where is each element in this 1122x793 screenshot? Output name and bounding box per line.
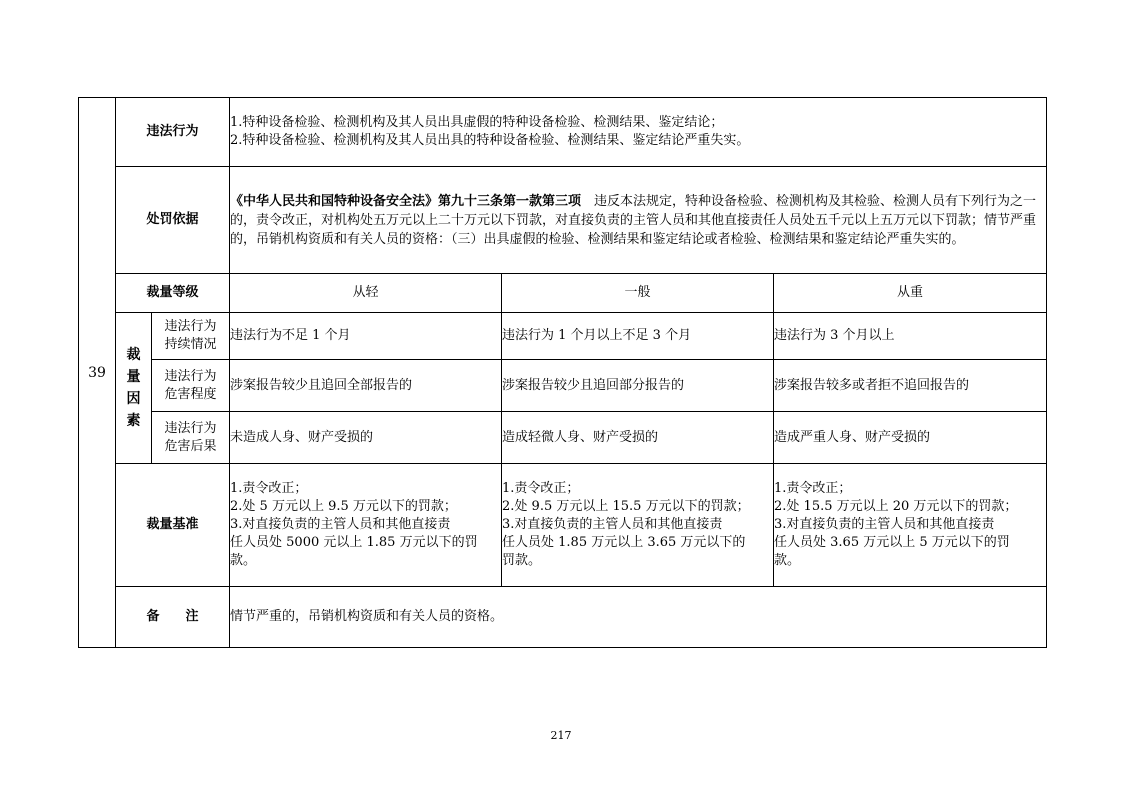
discretion-factors-label [116,313,152,464]
level-row [79,274,1047,313]
factor-char-2: 量 [126,369,141,385]
remarks-label: 备 注 [116,587,230,648]
violation-label: 违法行为 [116,98,230,167]
duration-heavy: 违法行为 3 个月以上 [774,313,1047,360]
remarks-content: 情节严重的，吊销机构资质和有关人员的资格。 [230,587,1047,648]
standard-line: 任人员处 3.65 万元以上 5 万元以下的罚 [774,535,1010,550]
standard-line: 款。 [774,553,801,568]
penalty-basis-title: 《中华人民共和国特种设备安全法》第九十三条第一款第三项 [230,193,582,209]
violation-row [79,98,1047,167]
discretion-standard-label: 裁量基准 [116,464,230,587]
factor-name-line: 持续情况 [164,337,217,352]
penalty-basis-label: 处罚依据 [116,167,230,274]
standard-line: 款。 [230,553,257,568]
factor-name-line: 违法行为 [164,319,217,334]
penalty-basis-row [79,167,1047,274]
standard-line: 任人员处 5000 元以上 1.85 万元以下的罚 [230,535,478,550]
duration-general: 违法行为 1 个月以上不足 3 个月 [502,313,774,360]
factor-row-harm-consequence [79,412,1047,464]
factor-name-line: 违法行为 [164,420,217,436]
standard-line: 2.处 5 万元以上 9.5 万元以下的罚款； [230,499,457,514]
harm-degree-light: 涉案报告较少且追回全部报告的 [230,360,502,412]
standard-line: 3.对直接负责的主管人员和其他直接责 [774,517,995,532]
duration-light: 违法行为不足 1 个月 [230,313,502,360]
standard-general [502,464,774,587]
consequence-heavy: 造成严重人身、财产受损的 [774,412,1047,464]
level-heavy: 从重 [774,274,1047,313]
violation-content [230,98,1047,167]
standard-light [230,464,502,587]
standard-heavy [774,464,1047,587]
discretion-level-label: 裁量等级 [116,274,230,313]
consequence-light: 未造成人身、财产受损的 [230,412,502,464]
factor-name-harm-degree [152,360,230,412]
violation-line-1: 1.特种设备检验、检测机构及其人员出具虚假的特种设备检验、检测结果、鉴定结论； [230,115,724,130]
factor-char-3: 因 [126,391,141,407]
page-number: 217 [550,729,572,742]
violation-line-2: 2.特种设备检验、检测机构及其人员出具的特种设备检验、检测结果、鉴定结论严重失实。 [230,133,750,148]
factor-char-1: 裁 [126,347,141,363]
factor-row-duration [79,313,1047,360]
factor-name-duration [152,313,230,360]
standard-line: 3.对直接负责的主管人员和其他直接责 [502,517,723,532]
level-general: 一般 [502,274,774,313]
harm-degree-general: 涉案报告较少且追回部分报告的 [502,360,774,412]
remarks-row [79,587,1047,648]
standard-line: 2.处 9.5 万元以上 15.5 万元以下的罚款； [502,499,750,514]
standard-line: 任人员处 1.85 万元以上 3.65 万元以下的 [502,535,746,550]
consequence-general: 造成轻微人身、财产受损的 [502,412,774,464]
discretion-table [78,97,1047,648]
standard-line: 2.处 15.5 万元以上 20 万元以下的罚款； [774,499,1018,514]
factor-name-line: 危害程度 [164,386,217,402]
standard-line: 1.责令改正； [502,481,580,496]
standard-row [79,464,1047,587]
harm-degree-heavy: 涉案报告较多或者拒不追回报告的 [774,360,1047,412]
factor-name-line: 危害后果 [164,438,217,454]
penalty-basis-content [230,167,1047,274]
standard-line: 罚款。 [502,553,542,568]
standard-line: 3.对直接负责的主管人员和其他直接责 [230,517,451,532]
level-light: 从轻 [230,274,502,313]
standard-line: 1.责令改正； [774,481,852,496]
factor-char-4: 素 [126,413,141,429]
item-number: 39 [79,98,116,648]
factor-row-harm-degree [79,360,1047,412]
standard-line: 1.责令改正； [230,481,308,496]
factor-name-harm-consequence [152,412,230,464]
factor-name-line: 违法行为 [164,368,217,384]
penalty-basis-text: 违反本法规定，特种设备检验、检测机构及其检验、检测人员有下列行为之一的，责令改正，对机构处五万元以上二十万元以下罚款，对直接负责的主管人员和其他直接责任人员处五千元以上五万元以下罚款；情节严重的，吊销机构资质和有关人员的资格：（三）出具虚假的检验、检测结果和鉴定结论或者检验、检测结果和鉴定结论严重失实的。 [230,193,1037,247]
